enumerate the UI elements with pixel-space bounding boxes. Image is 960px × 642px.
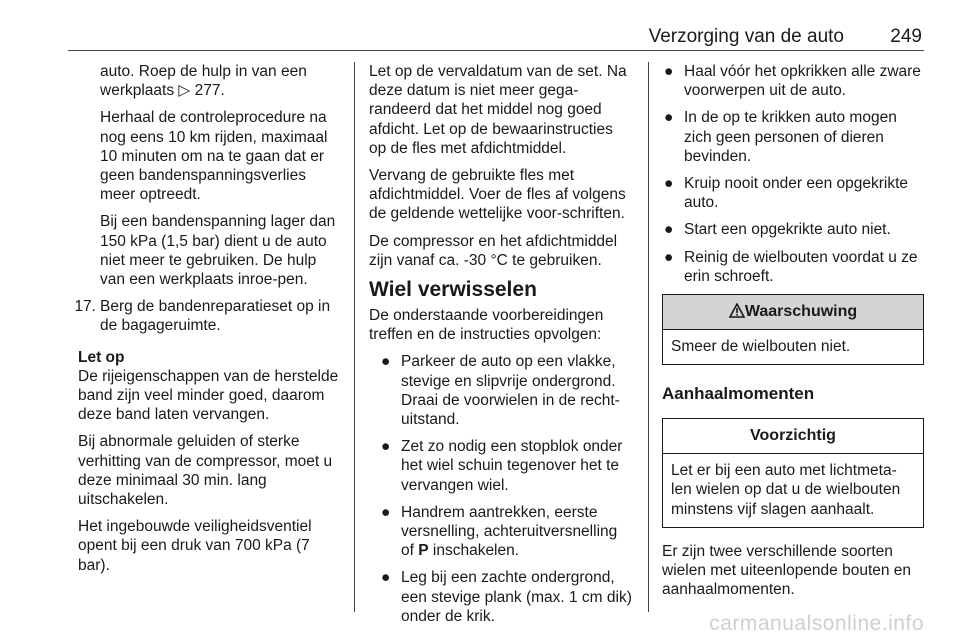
column-3 — [662, 62, 924, 607]
step-text: Berg de bandenreparatieset op in de bagageruimte. — [100, 298, 331, 335]
list-item: ● Kruip nooit onder een opgekrikte auto. — [664, 175, 909, 212]
watermark: carmanualsonline.info — [709, 612, 924, 635]
list-item: ● Parkeer de auto op een vlakke, stevige en slipvrije ondergrond. Draai de voorwielen in de recht-uitstand. — [381, 353, 620, 429]
bullet-icon: ● — [381, 353, 391, 371]
bullet-icon: ● — [381, 569, 391, 587]
page-header — [0, 0, 960, 52]
paragraph: De compressor en het afdichtmiddel zijn vanaf ca. -30 °C te gebruiken. — [369, 232, 618, 269]
note-paragraph: Bij abnormale geluiden of sterke verhitting van de compressor, moet u deze minimaal 30 min. lang uitschakelen. — [78, 433, 333, 509]
warning-header — [663, 295, 923, 330]
note-label: Let op — [78, 348, 125, 366]
bullet-icon: ● — [664, 221, 674, 239]
bullet-icon: ● — [381, 438, 391, 456]
intro-paragraph: De onderstaande voorbereidingen treffen en de instructies opvolgen: — [369, 307, 604, 344]
caution-box — [662, 418, 924, 528]
warning-title: Waarschuwing — [744, 303, 858, 321]
paragraph: Bij een bandenspanning lager dan 150 kPa (1,5 bar) dient u de auto niet meer te gebruiken. De hulp van een werkplaats inroe-pen. — [100, 213, 336, 289]
header-rule — [68, 50, 924, 51]
caution-header: Voorzichtig — [663, 419, 923, 454]
note-paragraph: Het ingebouwde veiligheidsventiel opent bij een druk van 700 kPa (7 bar). — [78, 518, 312, 574]
section-title: Verzorging van de auto — [648, 26, 844, 47]
warning-triangle-icon — [729, 303, 745, 318]
warning-text: Smeer de wielbouten niet. — [671, 338, 851, 356]
closing-paragraph: Er zijn twee verschillende soorten wielen met uiteenlopende bouten en aanhaalmomenten. — [662, 542, 912, 599]
subheading: Aanhaalmomenten — [662, 384, 815, 404]
paragraph: Vervang de gebruikte fles met afdichtmiddel. Voer de fles af volgens de geldende wettelijke voor-schriften. — [369, 167, 626, 223]
bullet-icon: ● — [664, 63, 674, 80]
list-item: ● Zet zo nodig een stopblok onder het wiel schuin tegenover het te vervangen wiel. — [381, 438, 623, 494]
section-heading: Wiel verwisselen — [369, 278, 537, 302]
warning-box — [662, 294, 924, 365]
bullet-icon: ● — [664, 248, 674, 266]
bullet-icon: ● — [664, 175, 674, 193]
column-1 — [74, 62, 340, 583]
page-number: 249 — [890, 26, 922, 47]
numbered-step — [74, 297, 340, 335]
caution-text: Let er bij een auto met lichtmeta-len wielen op dat u de wielbouten minstens vijf slagen aanhaalt. — [671, 462, 901, 518]
paragraph: Let op de vervaldatum van de set. Na deze datum is niet meer gega-randeerd dat het middel nog goed afdicht. Let op de bewaarinstructies op de fles met afdichtmiddel. — [369, 63, 627, 157]
list-item: ● Reinig de wielbouten voordat u ze erin schroeft. — [664, 248, 918, 285]
list-item: ● Handrem aantrekken, eerste versnelling, achteruitversnelling of P inschakelen. — [381, 503, 618, 560]
list-item: ● Start een opgekrikte auto niet. — [664, 221, 891, 239]
column-divider-1 — [354, 62, 355, 612]
list-item: ● Haal vóór het opkrikken alle zware voorwerpen uit de auto. — [664, 63, 921, 100]
safety-list — [662, 62, 924, 286]
bullet-icon: ● — [664, 109, 674, 127]
bullet-icon: ● — [381, 503, 391, 521]
list-item: ● In de op te krikken auto mogen zich geen personen of dieren bevinden. — [664, 109, 897, 165]
note-block — [78, 348, 340, 575]
preparation-list — [369, 352, 633, 626]
note-paragraph: De rijeigenschappen van de herstelde band zijn veel minder goed, daarom deze band laten vervangen. — [78, 367, 339, 424]
paragraph: Herhaal de controleprocedure na nog eens 10 km rijden, maximaal 10 minuten om na te gaan dat er geen bandenspanningsverlies meer optreedt. — [100, 109, 328, 204]
step-number: 17. — [74, 298, 96, 316]
list-item: ● Leg bij een zachte ondergrond, een stevige plank (max. 1 cm dik) onder de krik. — [381, 569, 632, 625]
column-divider-2 — [648, 62, 649, 612]
paragraph: auto. Roep de hulp in van een werkplaats ▷ 277. — [100, 63, 307, 100]
column-2 — [369, 62, 633, 634]
